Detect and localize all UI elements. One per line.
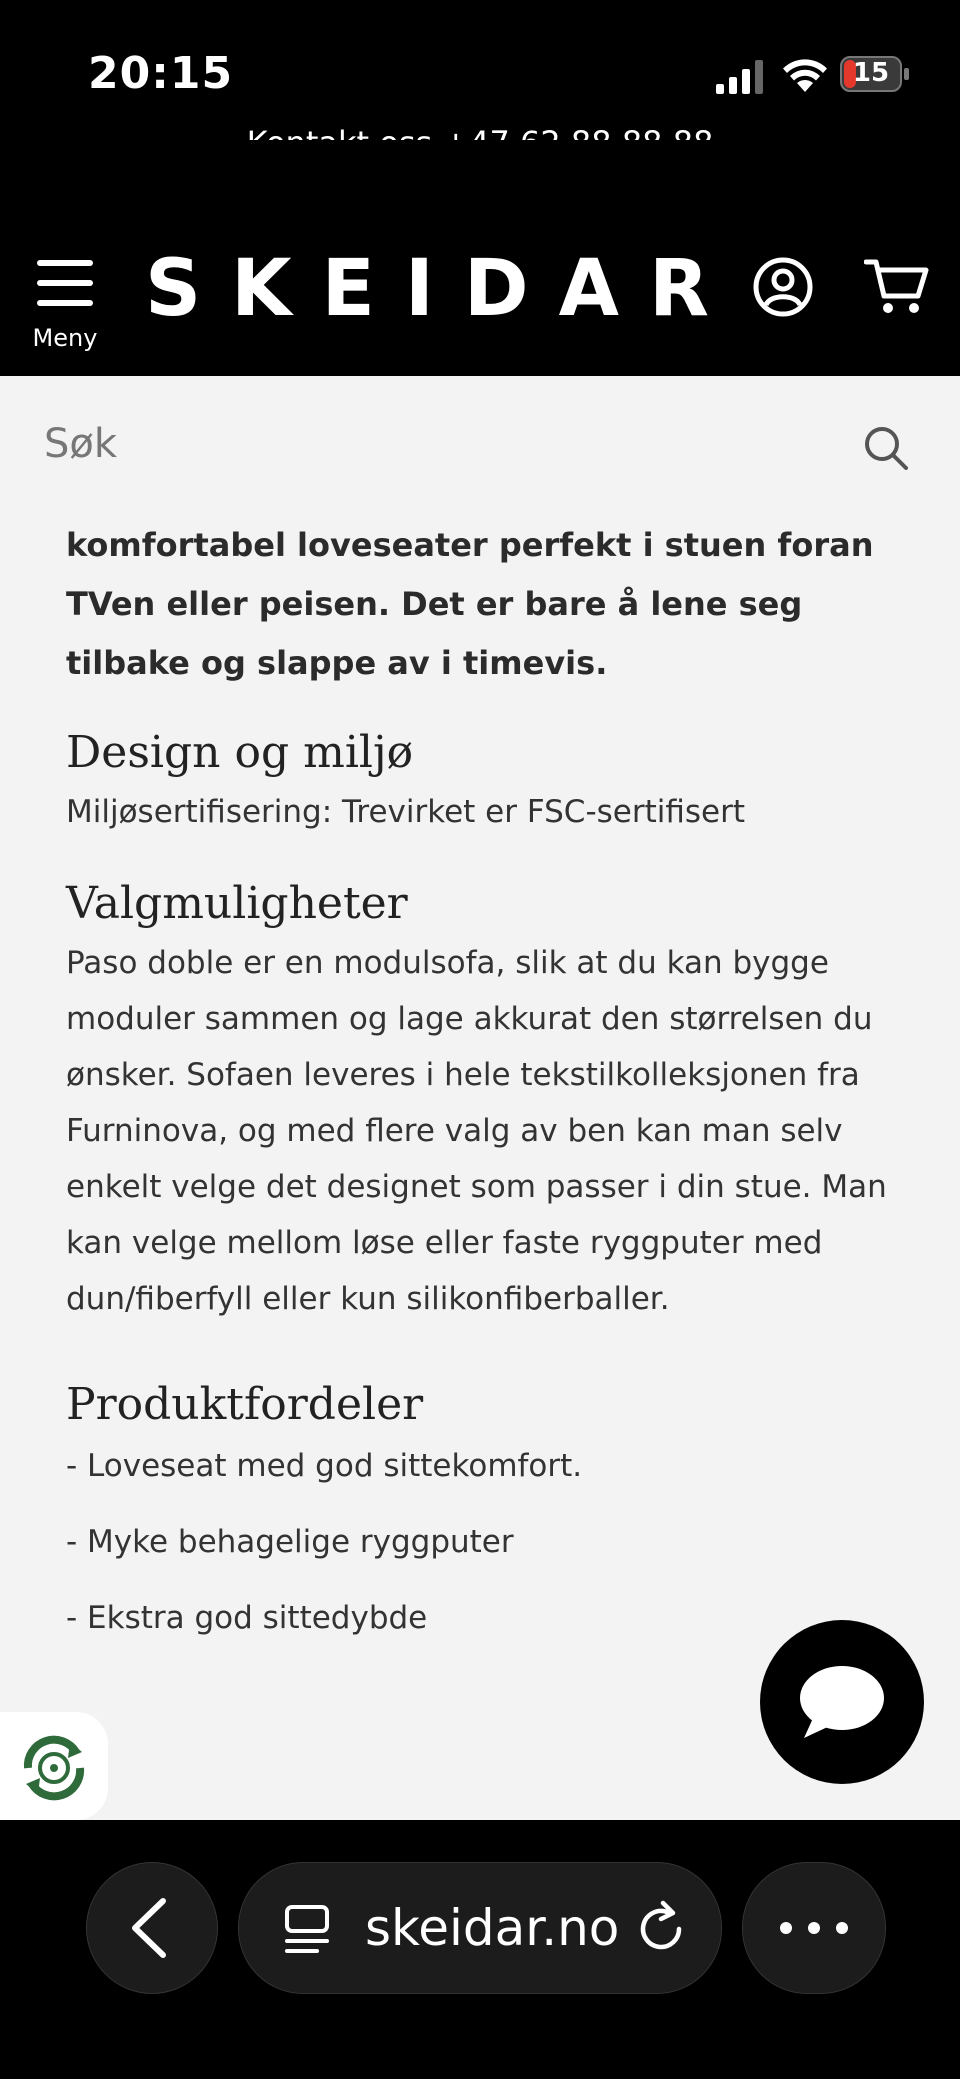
design-heading: Design og miljø bbox=[66, 727, 414, 778]
chat-bubble-icon bbox=[760, 1620, 924, 1784]
cellular-signal-icon bbox=[716, 60, 766, 94]
skeidar-logo[interactable]: SKEIDAR bbox=[145, 244, 740, 334]
menu-label: Meny bbox=[32, 324, 98, 352]
options-heading: Valgmuligheter bbox=[66, 878, 408, 929]
recycle-icon bbox=[0, 1712, 108, 1820]
benefit-item: - Myke behagelige ryggputer bbox=[66, 1524, 514, 1560]
browser-back-button[interactable] bbox=[86, 1862, 218, 1994]
benefit-item: - Ekstra god sittedybde bbox=[66, 1600, 428, 1636]
user-account-icon[interactable] bbox=[752, 256, 814, 318]
benefit-item: - Loveseat med god sittekomfort. bbox=[66, 1448, 583, 1484]
design-text: Miljøsertifisering: Trevirket er FSC-sertifisert bbox=[66, 794, 746, 830]
tab-overview-icon bbox=[277, 1899, 337, 1959]
more-options-button[interactable] bbox=[742, 1862, 886, 1994]
options-text: Paso doble er en modulsofa, slik at du kan bygge moduler sammen og lage akkurat den størrelsen du ønsker. Sofaen leveres i hele tekstilkolleksjonen fra Furninova, og med flere valg av ben kan man selv enkelt velge det designet som passer i din stue. Man kan velge mellom løse eller faste ryggputer med dun/fiberfyll eller kun silikonfiberballer. bbox=[66, 945, 887, 1317]
address-bar[interactable] bbox=[238, 1862, 722, 1994]
hamburger-icon bbox=[37, 258, 93, 308]
benefits-heading: Produktfordeler bbox=[66, 1379, 424, 1430]
search-bar bbox=[0, 376, 960, 506]
url-text: skeidar.no bbox=[365, 1899, 620, 1957]
reload-icon[interactable] bbox=[631, 1899, 691, 1959]
product-description bbox=[66, 516, 906, 1646]
wifi-icon bbox=[782, 56, 828, 94]
more-dots-icon bbox=[743, 1863, 885, 1993]
recycle-badge[interactable] bbox=[0, 1712, 108, 1820]
battery-level: 15 bbox=[852, 58, 890, 88]
chevron-left-icon bbox=[87, 1863, 217, 1993]
battery-icon bbox=[840, 56, 910, 92]
intro-text: komfortabel loveseater perfekt i stuen foran TVen eller peisen. Det er bare å lene seg tilbake og slappe av i timevis. bbox=[66, 526, 874, 682]
shopping-cart-icon[interactable] bbox=[864, 256, 930, 316]
status-bar bbox=[0, 0, 960, 140]
search-icon[interactable] bbox=[862, 424, 910, 472]
menu-button[interactable] bbox=[30, 258, 100, 352]
status-time: 20:15 bbox=[88, 48, 234, 99]
chat-button[interactable] bbox=[760, 1620, 924, 1784]
search-input[interactable] bbox=[42, 418, 806, 470]
